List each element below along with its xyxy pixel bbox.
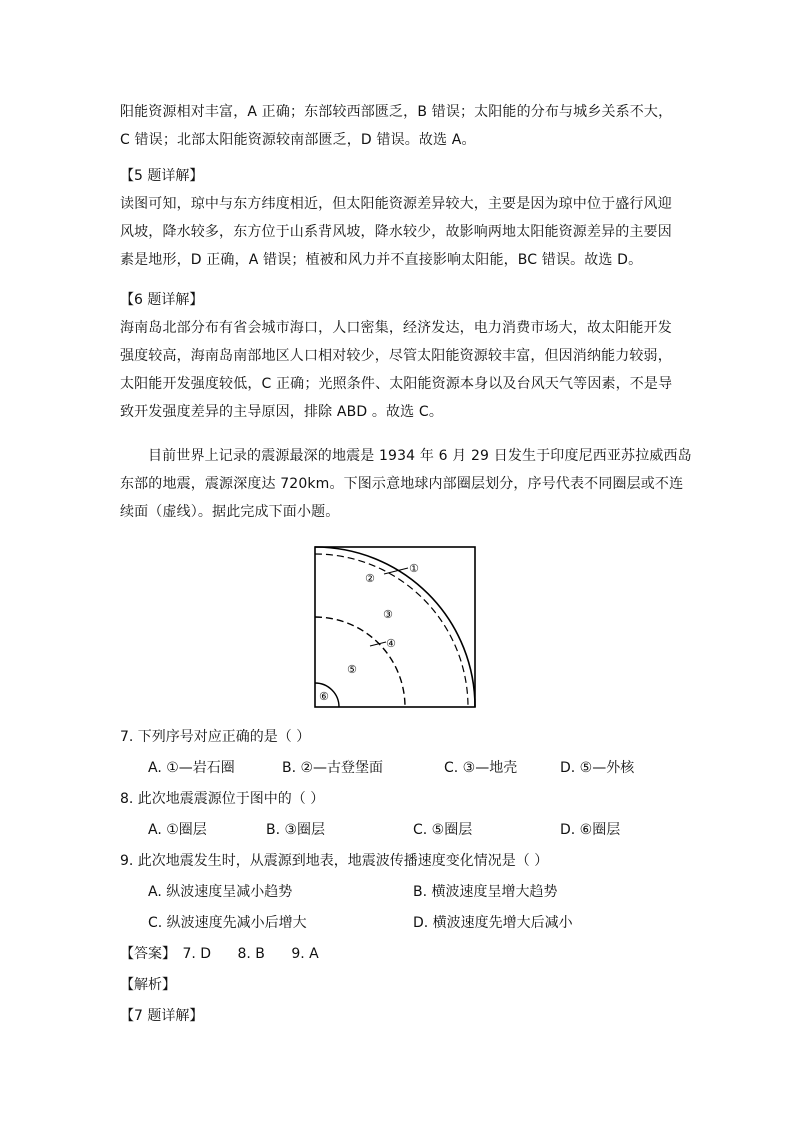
q9-option-b: B. 横波速度呈增大趋势	[413, 884, 558, 900]
label-6: ⑥	[319, 690, 329, 703]
text-line: C 错误；北部太阳能资源较南部匮乏，D 错误。故选 A。	[120, 132, 476, 148]
text-line: 致开发强度差异的主导原因，排除 ABD 。故选 C。	[120, 404, 443, 420]
q8-option-c: C. ⑤圈层	[413, 822, 473, 838]
question-7-stem: 7. 下列序号对应正确的是（ ）	[120, 729, 311, 745]
text-line: 东部的地震，震源深度达 720km。下图示意地球内部圈层划分，序号代表不同圈层或不连	[120, 476, 684, 492]
label-5: ⑤	[347, 663, 357, 676]
paragraph-q4-continuation	[120, 98, 680, 154]
text-line: 目前世界上记录的震源最深的地震是 1934 年 6 月 29 日发生于印度尼西亚苏拉威西岛	[148, 448, 692, 464]
question-9-stem: 9. 此次地震发生时，从震源到地表，地震波传播速度变化情况是（ ）	[120, 853, 549, 869]
text-line: 风坡，降水较多，东方位于山系背风坡，降水较少，故影响两地太阳能资源差异的主要因	[120, 224, 672, 240]
q7-option-c: C. ③—地壳	[444, 760, 518, 776]
question-8-stem: 8. 此次地震震源位于图中的（ ）	[120, 791, 325, 807]
q5-explanation	[120, 190, 680, 274]
text-line: 海南岛北部分布有省会城市海口，人口密集，经济发达，电力消费市场大，故太阳能开发	[120, 320, 672, 336]
answer-8: 8. B	[237, 946, 265, 962]
q9-option-d: D. 横波速度先增大后减小	[413, 915, 573, 931]
text-line: 太阳能开发强度较低，C 正确；光照条件、太阳能资源本身以及台风天气等因素，不是导	[120, 376, 673, 392]
q8-option-d: D. ⑥圈层	[560, 822, 621, 838]
q9-option-a: A. 纵波速度呈减小趋势	[148, 884, 293, 900]
earth-interior-diagram	[312, 544, 478, 710]
q9-option-c: C. 纵波速度先减小后增大	[148, 915, 307, 931]
q8-option-a: A. ①圈层	[148, 822, 207, 838]
answer-label: 【答案】	[120, 946, 176, 962]
text-line: 续面（虚线）。据此完成下面小题。	[120, 504, 340, 520]
answer-7: 7. D	[182, 946, 212, 962]
q7-detail-heading: 【7 题详解】	[120, 1008, 204, 1024]
answer-9: 9. A	[291, 946, 319, 962]
question-intro	[120, 442, 692, 526]
q6-heading: 【6 题详解】	[120, 292, 204, 308]
q5-heading: 【5 题详解】	[120, 168, 204, 184]
q8-option-b: B. ③圈层	[266, 822, 326, 838]
moho-dashed-arc	[315, 554, 468, 707]
analysis-heading: 【解析】	[120, 977, 176, 993]
label-3: ③	[383, 608, 393, 621]
q7-option-b: B. ②—古登堡面	[282, 760, 384, 776]
label-2: ②	[365, 572, 375, 585]
text-line: 阳能资源相对丰富，A 正确；东部较西部匮乏，B 错误；太阳能的分布与城乡关系不大，	[120, 104, 673, 120]
text-line: 读图可知，琼中与东方纬度相近，但太阳能资源差异较大，主要是因为琼中位于盛行风迎	[120, 196, 672, 212]
q7-option-d: D. ⑤—外核	[560, 760, 635, 776]
text-line: 强度较高，海南岛南部地区人口相对较少，尽管太阳能资源较丰富，但因消纳能力较弱，	[120, 348, 672, 364]
answer-line	[120, 944, 341, 964]
label-4: ④	[386, 637, 396, 650]
q7-option-a: A. ①—岩石圈	[148, 760, 235, 776]
label-1: ①	[409, 562, 419, 575]
q6-explanation	[120, 314, 680, 426]
text-line: 素是地形，D 正确，A 错误；植被和风力并不直接影响太阳能，BC 错误。故选 D。	[120, 252, 643, 268]
